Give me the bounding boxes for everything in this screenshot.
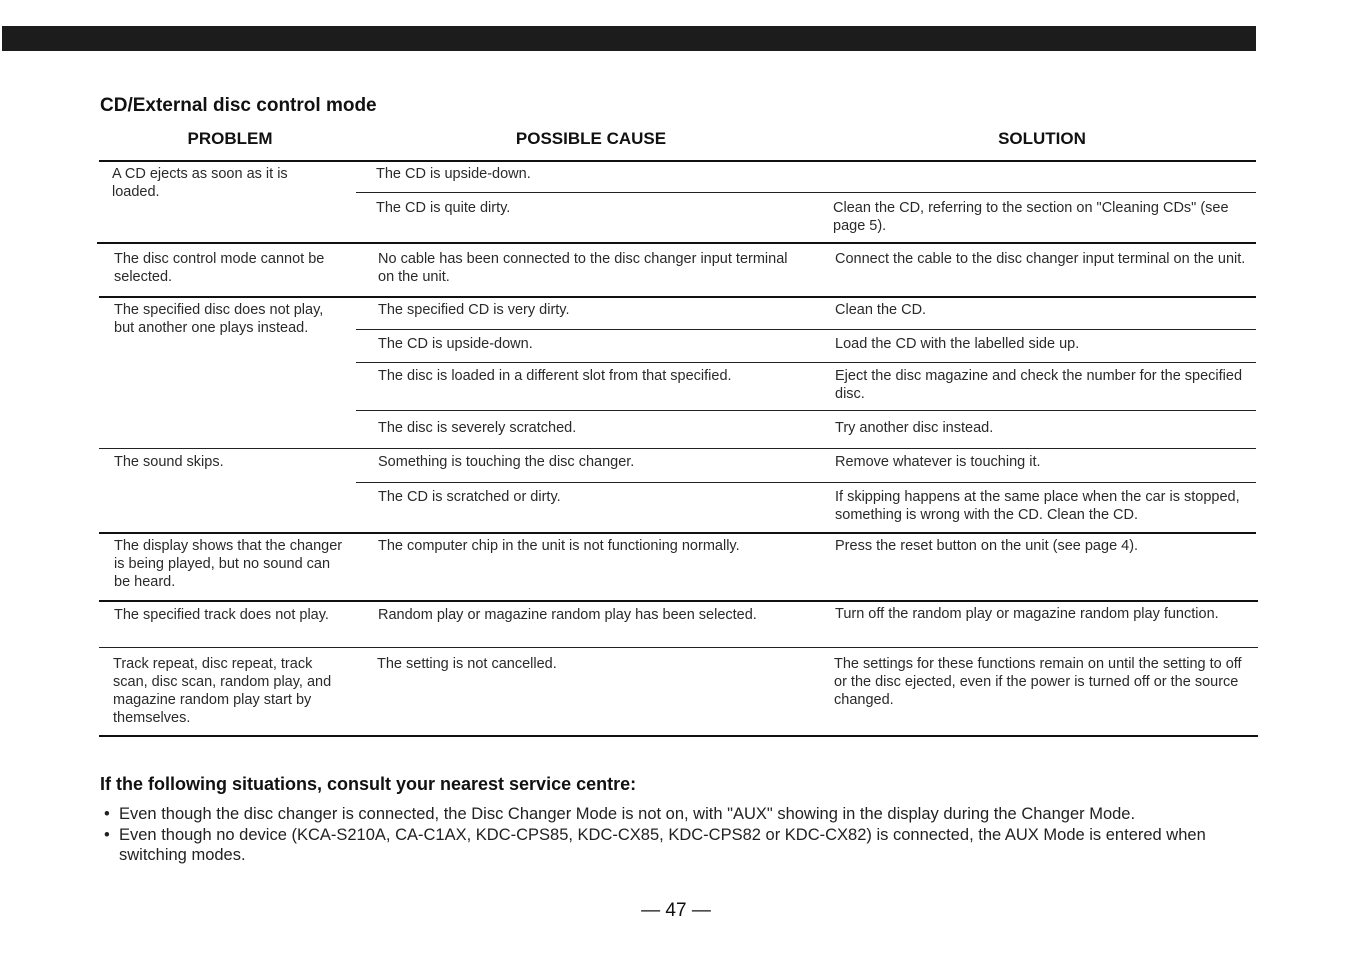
page-number: — 47 — <box>641 900 711 921</box>
bullet-icon: • <box>104 825 110 844</box>
header-bar <box>2 26 1256 51</box>
cause-cell: Random play or magazine random play has been selected. <box>378 607 757 623</box>
table-bottom-rule <box>99 735 1258 737</box>
cause-cell: The computer chip in the unit is not functioning normally. <box>378 538 740 554</box>
solution-cell: Clean the CD, referring to the section on "Cleaning CDs" (see page 5). <box>833 200 1229 234</box>
row-rule <box>356 192 1256 193</box>
column-header-solution: SOLUTION <box>998 129 1086 148</box>
solution-cell: Connect the cable to the disc changer input terminal on the unit. <box>835 251 1246 267</box>
cause-cell: The CD is upside-down. <box>378 336 533 352</box>
solution-cell: If skipping happens at the same place when the car is stopped, something is wrong with the CD. Clean the CD. <box>835 489 1240 523</box>
cause-cell: No cable has been connected to the disc changer input terminal on the unit. <box>378 251 788 285</box>
solution-cell: Remove whatever is touching it. <box>835 454 1041 470</box>
problem-cell: Track repeat, disc repeat, track scan, disc scan, random play, and magazine random play start by themselves. <box>113 656 332 726</box>
list-item-text: Even though the disc changer is connected, the Disc Changer Mode is not on, with "AUX" showing in the display during the Changer Mode. <box>119 805 1136 823</box>
row-rule <box>99 532 1256 534</box>
row-rule <box>356 362 1256 363</box>
bullet-icon: • <box>104 805 110 823</box>
cause-cell: The CD is quite dirty. <box>376 200 511 216</box>
row-rule <box>99 296 1256 298</box>
solution-cell: Eject the disc magazine and check the number for the specified disc. <box>835 368 1243 402</box>
cause-cell: The CD is upside-down. <box>376 166 531 182</box>
row-rule <box>99 647 1258 648</box>
solution-cell: Clean the CD. <box>835 302 927 318</box>
cause-cell: The CD is scratched or dirty. <box>378 489 561 505</box>
list-item-text: Even though no device (KCA-S210A, CA-C1AX, KDC-CPS85, KDC-CX85, KDC-CPS82 or KDC-CX82) is connected, the AUX Mode is entered when switching modes. <box>119 825 1206 864</box>
solution-cell: Try another disc instead. <box>835 420 994 436</box>
solution-cell: The settings for these functions remain on until the setting to off or the disc ejected, even if the power is turned off or the source changed. <box>834 656 1242 708</box>
problem-cell: The sound skips. <box>114 454 224 470</box>
row-rule <box>97 242 1256 244</box>
column-header-cause: POSSIBLE CAUSE <box>515 129 667 148</box>
problem-cell: The disc control mode cannot be selected. <box>114 251 325 285</box>
list-item <box>104 825 1264 866</box>
list-item <box>104 804 1264 825</box>
cause-cell: The specified CD is very dirty. <box>378 302 570 318</box>
problem-cell: The specified disc does not play, but another one plays instead. <box>114 302 324 336</box>
consult-list <box>104 804 1264 866</box>
table-top-rule <box>99 160 1256 162</box>
problem-cell: The specified track does not play. <box>114 607 329 623</box>
row-rule <box>356 329 1256 330</box>
row-rule <box>99 600 1258 602</box>
cause-cell: The disc is loaded in a different slot from that specified. <box>378 368 732 384</box>
section-title: CD/External disc control mode <box>100 95 377 116</box>
cause-cell: The disc is severely scratched. <box>378 420 577 436</box>
consult-heading: If the following situations, consult your nearest service centre: <box>100 774 637 794</box>
solution-cell: Turn off the random play or magazine random play function. <box>835 606 1219 622</box>
cause-cell: The setting is not cancelled. <box>377 656 557 672</box>
row-rule <box>356 482 1256 483</box>
row-rule <box>356 410 1256 411</box>
solution-cell: Press the reset button on the unit (see page 4). <box>835 538 1139 554</box>
cause-cell: Something is touching the disc changer. <box>378 454 635 470</box>
problem-cell: The display shows that the changer is being played, but no sound can be heard. <box>114 538 343 590</box>
row-rule <box>99 448 1256 449</box>
solution-cell: Load the CD with the labelled side up. <box>835 336 1080 352</box>
problem-cell: A CD ejects as soon as it is loaded. <box>112 166 288 200</box>
column-header-problem: PROBLEM <box>187 129 273 148</box>
